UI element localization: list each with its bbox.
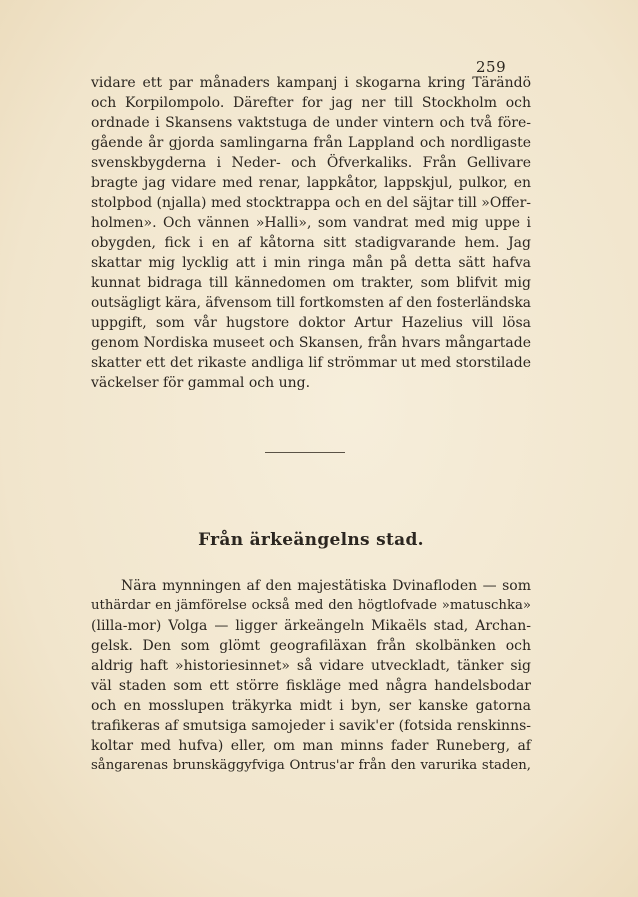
- text-line: vidare ett par månaders kampanj i skogarna kring Tärändö: [91, 75, 531, 91]
- text-line: bragte jag vidare med renar, lappkåtor, lappskjul, pulkor, en: [91, 175, 531, 191]
- section-divider: [265, 452, 345, 453]
- text-line: skatter ett det rikaste andliga lif strömmar ut med storstilade: [91, 355, 531, 371]
- text-line: (lilla-mor) Volga — ligger ärkeängeln Mikaëls stad, Archan-: [91, 618, 531, 634]
- text-line: svenskbygderna i Neder- och Öfverkaliks. Från Gellivare: [91, 155, 531, 171]
- page-number: 259: [476, 58, 507, 76]
- paragraph-1: [91, 73, 531, 393]
- text-line: aldrig haft »historiesinnet» så vidare utveckladt, tänker sig: [91, 658, 531, 674]
- text-line: kunnat bidraga till kännedomen om trakter, som blifvit mig: [91, 275, 531, 291]
- text-line: väl staden som ett större fiskläge med några handelsbodar: [91, 678, 531, 694]
- text-line: koltar med hufva) eller, om man minns fader Runeberg, af: [91, 738, 531, 754]
- text-line: och Korpilompolo. Därefter for jag ner till Stockholm och: [91, 95, 531, 111]
- text-line: gående år gjorda samlingarna från Lappland och nordligaste: [91, 135, 531, 151]
- text-line: ordnade i Skansens vaktstuga de under vintern och två före-: [91, 115, 531, 131]
- text-line: uthärdar en jämförelse också med den högtlofvade »matuschka»: [91, 598, 531, 613]
- text-line: Nära mynningen af den majestätiska Dvinafloden — som: [121, 578, 531, 594]
- text-line: skattar mig lycklig att i min ringa mån på detta sätt hafva: [91, 255, 531, 271]
- paragraph-2: [91, 576, 531, 776]
- text-line: och en mosslupen träkyrka midt i byn, ser kanske gatorna: [91, 698, 531, 714]
- text-line: uppgift, som vår hugstore doktor Artur Hazelius vill lösa: [91, 315, 531, 331]
- text-line: obygden, fick i en af kåtorna sitt stadigvarande hem. Jag: [91, 235, 531, 251]
- text-line: sångarenas brunskäggyfviga Ontrus'ar från den varurika staden,: [91, 758, 531, 773]
- text-line: genom Nordiska museet och Skansen, från hvars mångartade: [91, 335, 531, 351]
- text-line: stolpbod (njalla) med stocktrappa och en del säjtar till »Offer-: [91, 195, 531, 211]
- text-line: gelsk. Den som glömt geografiläxan från skolbänken och: [91, 638, 531, 654]
- text-line: väckelser för gammal och ung.: [91, 375, 311, 391]
- section-heading: Från ärkeängelns stad.: [198, 530, 424, 550]
- text-line: trafikeras af smutsiga samojeder i savik'er (fotsida renskinns-: [91, 718, 531, 734]
- text-line: holmen». Och vännen »Halli», som vandrat med mig uppe i: [91, 215, 531, 231]
- text-line: outsägligt kära, äfvensom till fortkomsten af den fosterländska: [91, 295, 531, 311]
